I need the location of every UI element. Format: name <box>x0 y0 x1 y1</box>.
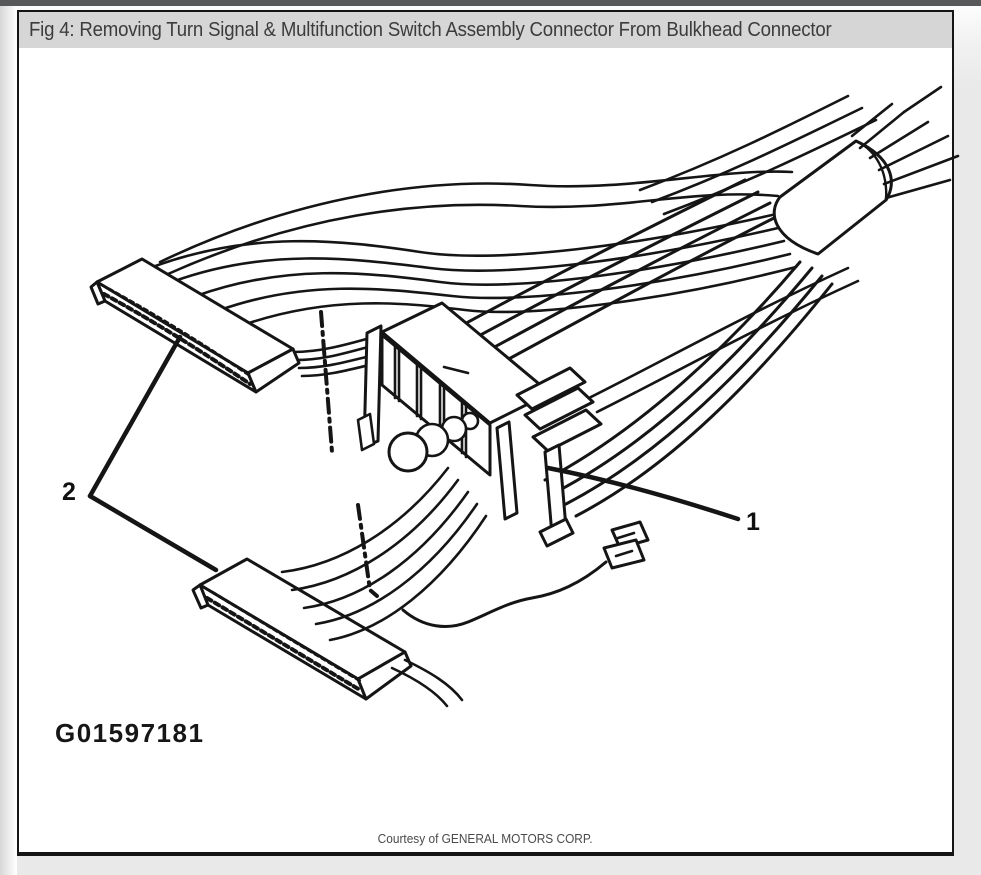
tape-wrapped-bundle <box>774 87 958 254</box>
courtesy-credit-text: Courtesy of GENERAL MOTORS CORP. <box>378 832 593 846</box>
callout-1-label: 1 <box>746 508 760 536</box>
courtesy-credit <box>17 832 954 846</box>
bulkhead-connector <box>358 303 601 546</box>
callout-2-label: 2 <box>62 478 76 506</box>
figure-title: Fig 4: Removing Turn Signal & Multifunction Switch Assembly Connector From Bulkhead Connector <box>29 18 832 41</box>
figure-part-number: G01597181 <box>55 718 205 748</box>
